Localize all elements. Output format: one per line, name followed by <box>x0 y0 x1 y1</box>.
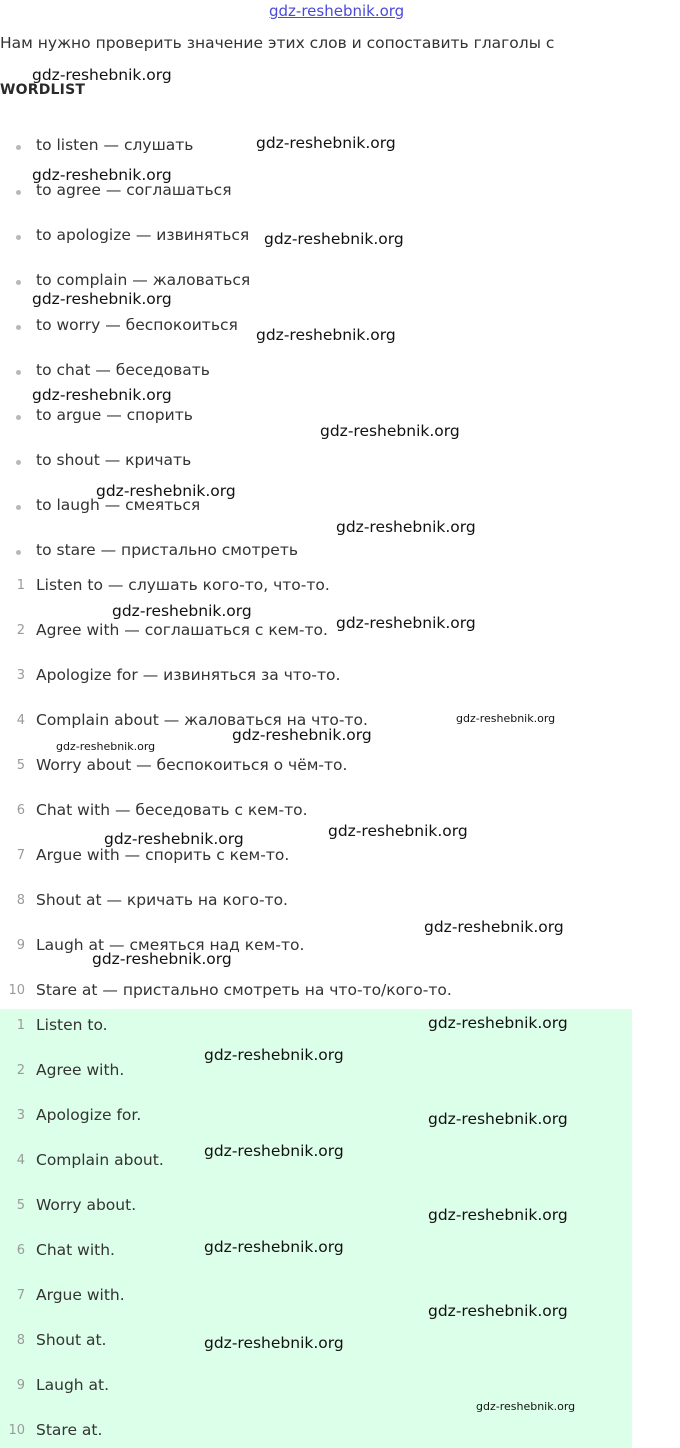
watermark: gdz-reshebnik.org <box>256 134 396 152</box>
watermark: gdz-reshebnik.org <box>204 1046 344 1064</box>
meaning-text: Worry about — беспокоиться о чём-то. <box>36 756 348 774</box>
watermark: gdz-reshebnik.org <box>204 1142 344 1160</box>
answer-text: Shout at. <box>36 1331 107 1349</box>
meaning-text: Listen to — слушать кого-то, что-то. <box>36 576 330 594</box>
wordlist-item-text: to chat — беседовать <box>36 361 210 379</box>
watermark: gdz-reshebnik.org <box>476 1400 576 1413</box>
answer-text: Chat with. <box>36 1241 115 1259</box>
wordlist-item-text: to shout — кричать <box>36 451 192 469</box>
meaning-text: Argue with — спорить с кем-то. <box>36 846 290 864</box>
watermark: gdz-reshebnik.org <box>32 66 172 84</box>
bullet-icon <box>16 145 21 150</box>
watermark: gdz-reshebnik.org <box>32 386 172 404</box>
watermark: gdz-reshebnik.org <box>428 1206 568 1224</box>
item-number: 4 <box>16 1153 25 1168</box>
bullet-icon <box>16 280 21 285</box>
meaning-text: Complain about — жаловаться на что-то. <box>36 711 368 729</box>
item-number: 3 <box>16 668 25 683</box>
answer-text: Listen to. <box>36 1016 108 1034</box>
answer-text: Laugh at. <box>36 1376 110 1394</box>
wordlist-item-text: to listen — слушать <box>36 136 194 154</box>
answer-text: Argue with. <box>36 1286 125 1304</box>
item-number: 3 <box>16 1108 25 1123</box>
intro-text: Нам нужно проверить значение этих слов и сопоставить глаголы с <box>0 34 555 52</box>
item-number: 7 <box>16 1288 25 1303</box>
meaning-text: Chat with — беседовать с кем-то. <box>36 801 308 819</box>
item-number: 1 <box>16 578 25 593</box>
answer-text: Worry about. <box>36 1196 137 1214</box>
bullet-icon <box>16 460 21 465</box>
watermark: gdz-reshebnik.org <box>32 166 172 184</box>
answer-text: Stare at. <box>36 1421 103 1439</box>
item-number: 10 <box>8 983 25 998</box>
wordlist-item-text: to stare — пристально смотреть <box>36 541 299 559</box>
item-number: 9 <box>16 938 25 953</box>
watermark: gdz-reshebnik.org <box>256 326 396 344</box>
answer-text: Apologize for. <box>36 1106 142 1124</box>
bullet-icon <box>16 415 21 420</box>
watermark: gdz-reshebnik.org <box>428 1110 568 1128</box>
item-number: 6 <box>16 1243 25 1258</box>
item-number: 6 <box>16 803 25 818</box>
watermark: gdz-reshebnik.org <box>428 1302 568 1320</box>
watermark: gdz-reshebnik.org <box>336 518 476 536</box>
site-header-link[interactable]: gdz-reshebnik.org <box>269 2 405 20</box>
bullet-icon <box>16 370 21 375</box>
item-number: 5 <box>16 758 25 773</box>
watermark: gdz-reshebnik.org <box>204 1238 344 1256</box>
bullet-icon <box>16 190 21 195</box>
watermark: gdz-reshebnik.org <box>320 422 460 440</box>
item-number: 8 <box>16 893 25 908</box>
wordlist-item-text: to complain — жаловаться <box>36 271 251 289</box>
bullet-icon <box>16 325 21 330</box>
item-number: 9 <box>16 1378 25 1393</box>
item-number: 2 <box>16 623 25 638</box>
wordlist-item-text: to laugh — смеяться <box>36 496 201 514</box>
watermark: gdz-reshebnik.org <box>264 230 404 248</box>
watermark: gdz-reshebnik.org <box>428 1014 568 1032</box>
meaning-text: Shout at — кричать на кого-то. <box>36 891 288 909</box>
wordlist-item-text: to agree — соглашаться <box>36 181 232 199</box>
bullet-icon <box>16 505 21 510</box>
watermark: gdz-reshebnik.org <box>232 726 372 744</box>
watermark: gdz-reshebnik.org <box>96 482 236 500</box>
meaning-text: Stare at — пристально смотреть на что-то/кого-то. <box>36 981 452 999</box>
watermark: gdz-reshebnik.org <box>456 712 556 725</box>
answer-text: Complain about. <box>36 1151 164 1169</box>
meaning-text: Laugh at — смеяться над кем-то. <box>36 936 305 954</box>
watermark: gdz-reshebnik.org <box>112 602 252 620</box>
watermark: gdz-reshebnik.org <box>56 740 156 753</box>
item-number: 7 <box>16 848 25 863</box>
watermark: gdz-reshebnik.org <box>92 950 232 968</box>
watermark: gdz-reshebnik.org <box>336 614 476 632</box>
item-number: 1 <box>16 1018 25 1033</box>
meaning-text: Agree with — соглашаться с кем-то. <box>36 621 328 639</box>
bullet-icon <box>16 235 21 240</box>
wordlist-item-text: to argue — спорить <box>36 406 193 424</box>
item-number: 5 <box>16 1198 25 1213</box>
bullet-icon <box>16 550 21 555</box>
wordlist-heading: WORDLIST <box>0 82 86 98</box>
item-number: 8 <box>16 1333 25 1348</box>
watermark: gdz-reshebnik.org <box>328 822 468 840</box>
watermark: gdz-reshebnik.org <box>104 830 244 848</box>
meaning-text: Apologize for — извиняться за что-то. <box>36 666 341 684</box>
wordlist-item-text: to worry — беспокоиться <box>36 316 238 334</box>
item-number: 4 <box>16 713 25 728</box>
answer-text: Agree with. <box>36 1061 125 1079</box>
watermark: gdz-reshebnik.org <box>424 918 564 936</box>
watermark: gdz-reshebnik.org <box>32 290 172 308</box>
item-number: 10 <box>8 1423 25 1438</box>
wordlist-item-text: to apologize — извиняться <box>36 226 250 244</box>
watermark: gdz-reshebnik.org <box>204 1334 344 1352</box>
item-number: 2 <box>16 1063 25 1078</box>
